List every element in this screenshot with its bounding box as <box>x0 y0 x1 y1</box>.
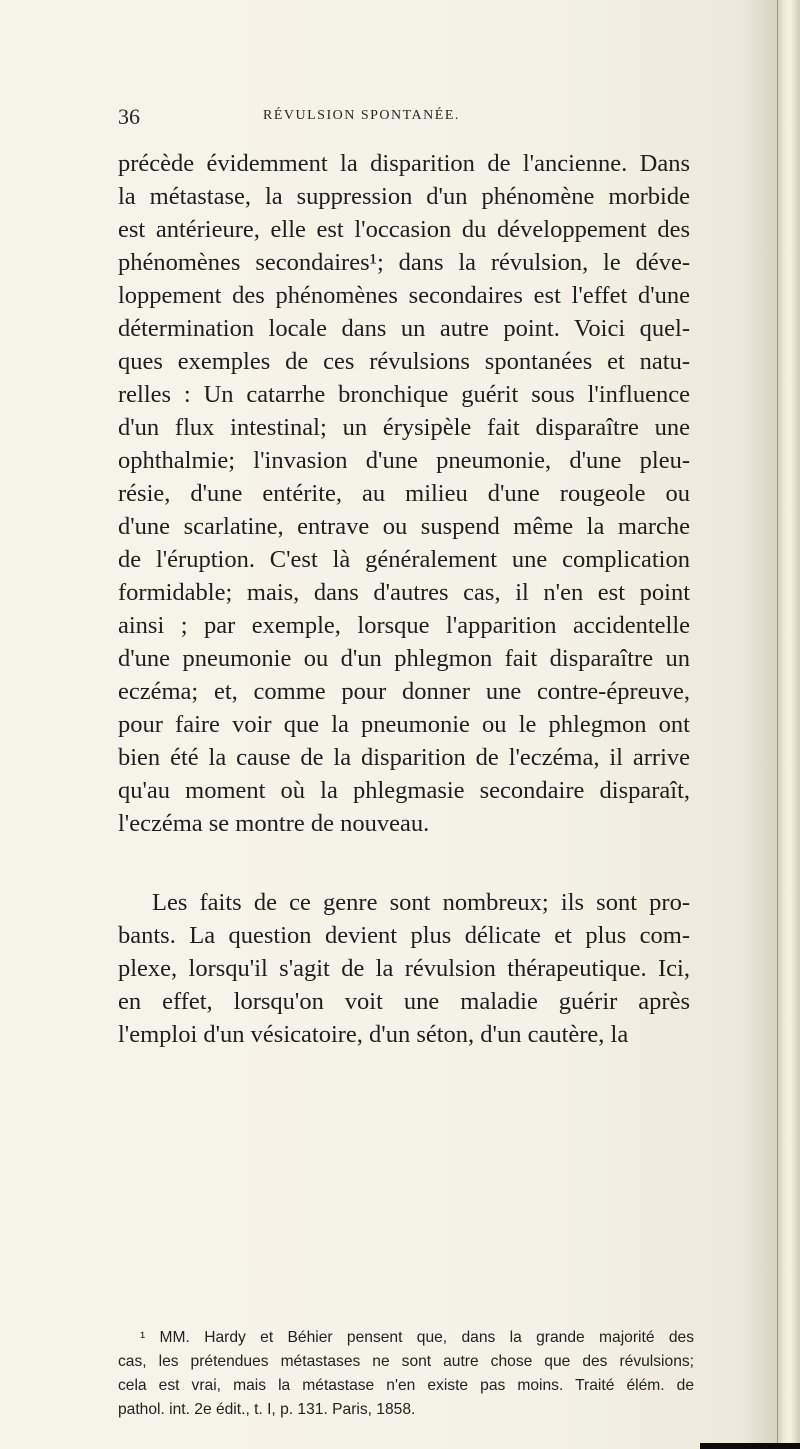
text-line: pour faire voir que la pneumonie ou le phlegmon ont <box>118 711 690 738</box>
paragraph-1 <box>118 147 690 840</box>
text-line: résie, d'une entérite, au milieu d'une rougeole ou <box>118 480 690 507</box>
running-head <box>118 100 678 140</box>
footnote-line: cas, les prétendues métastases ne sont autre chose que des révulsions; <box>118 1353 694 1370</box>
page-edge-shadow <box>700 1443 800 1449</box>
text-line: Les faits de ce genre sont nombreux; ils sont pro- <box>152 889 690 916</box>
text-line: est antérieure, elle est l'occasion du développement des <box>118 216 690 243</box>
text-line: plexe, lorsqu'il s'agit de la révulsion thérapeutique. Ici, <box>118 955 690 982</box>
text-line: l'eczéma se montre de nouveau. <box>118 810 430 837</box>
footnote <box>118 1326 694 1422</box>
text-line: phénomènes secondaires¹; dans la révulsion, le déve- <box>118 249 690 276</box>
text-line: en effet, lorsqu'on voit une maladie guérir après <box>118 988 690 1015</box>
paragraph-break <box>118 840 690 886</box>
text-line: qu'au moment où la phlegmasie secondaire disparaît, <box>118 777 690 804</box>
text-line: bants. La question devient plus délicate et plus com- <box>118 922 690 949</box>
text-line: détermination locale dans un autre point. Voici quel- <box>118 315 690 342</box>
page-number: 36 <box>118 104 140 129</box>
footnote-line: ¹ MM. Hardy et Béhier pensent que, dans la grande majorité des <box>140 1329 694 1346</box>
text-line: formidable; mais, dans d'autres cas, il n'en est point <box>118 579 690 606</box>
paragraph-2 <box>118 886 690 1051</box>
text-line: d'une pneumonie ou d'un phlegmon fait disparaître un <box>118 645 690 672</box>
text-line: relles : Un catarrhe bronchique guérit sous l'influence <box>118 381 690 408</box>
text-line: précède évidemment la disparition de l'ancienne. Dans <box>118 150 690 177</box>
text-line: d'une scarlatine, entrave ou suspend même la marche <box>118 513 690 540</box>
text-line: ques exemples de ces révulsions spontanées et natu- <box>118 348 690 375</box>
text-line: l'emploi d'un vésicatoire, d'un séton, d'un cautère, la <box>118 1021 629 1048</box>
text-line: bien été la cause de la disparition de l'eczéma, il arrive <box>118 744 690 771</box>
text-line: la métastase, la suppression d'un phénomène morbide <box>118 183 690 210</box>
footnote-line: pathol. int. 2e édit., t. I, p. 131. Paris, 1858. <box>118 1401 416 1418</box>
text-line: de l'éruption. C'est là généralement une complication <box>118 546 690 573</box>
body-text <box>118 147 690 1051</box>
text-line: d'un flux intestinal; un érysipèle fait disparaître une <box>118 414 690 441</box>
text-line: ophthalmie; l'invasion d'une pneumonie, d'une pleu- <box>118 447 690 474</box>
text-line: loppement des phénomènes secondaires est l'effet d'une <box>118 282 690 309</box>
text-line: eczéma; et, comme pour donner une contre-épreuve, <box>118 678 690 705</box>
running-title: RÉVULSION SPONTANÉE. <box>263 108 460 123</box>
footnote-line: cela est vrai, mais la métastase n'en existe pas moins. Traité élém. de <box>118 1377 694 1394</box>
text-line: ainsi ; par exemple, lorsque l'apparition accidentelle <box>118 612 690 639</box>
page-edge <box>777 0 800 1449</box>
